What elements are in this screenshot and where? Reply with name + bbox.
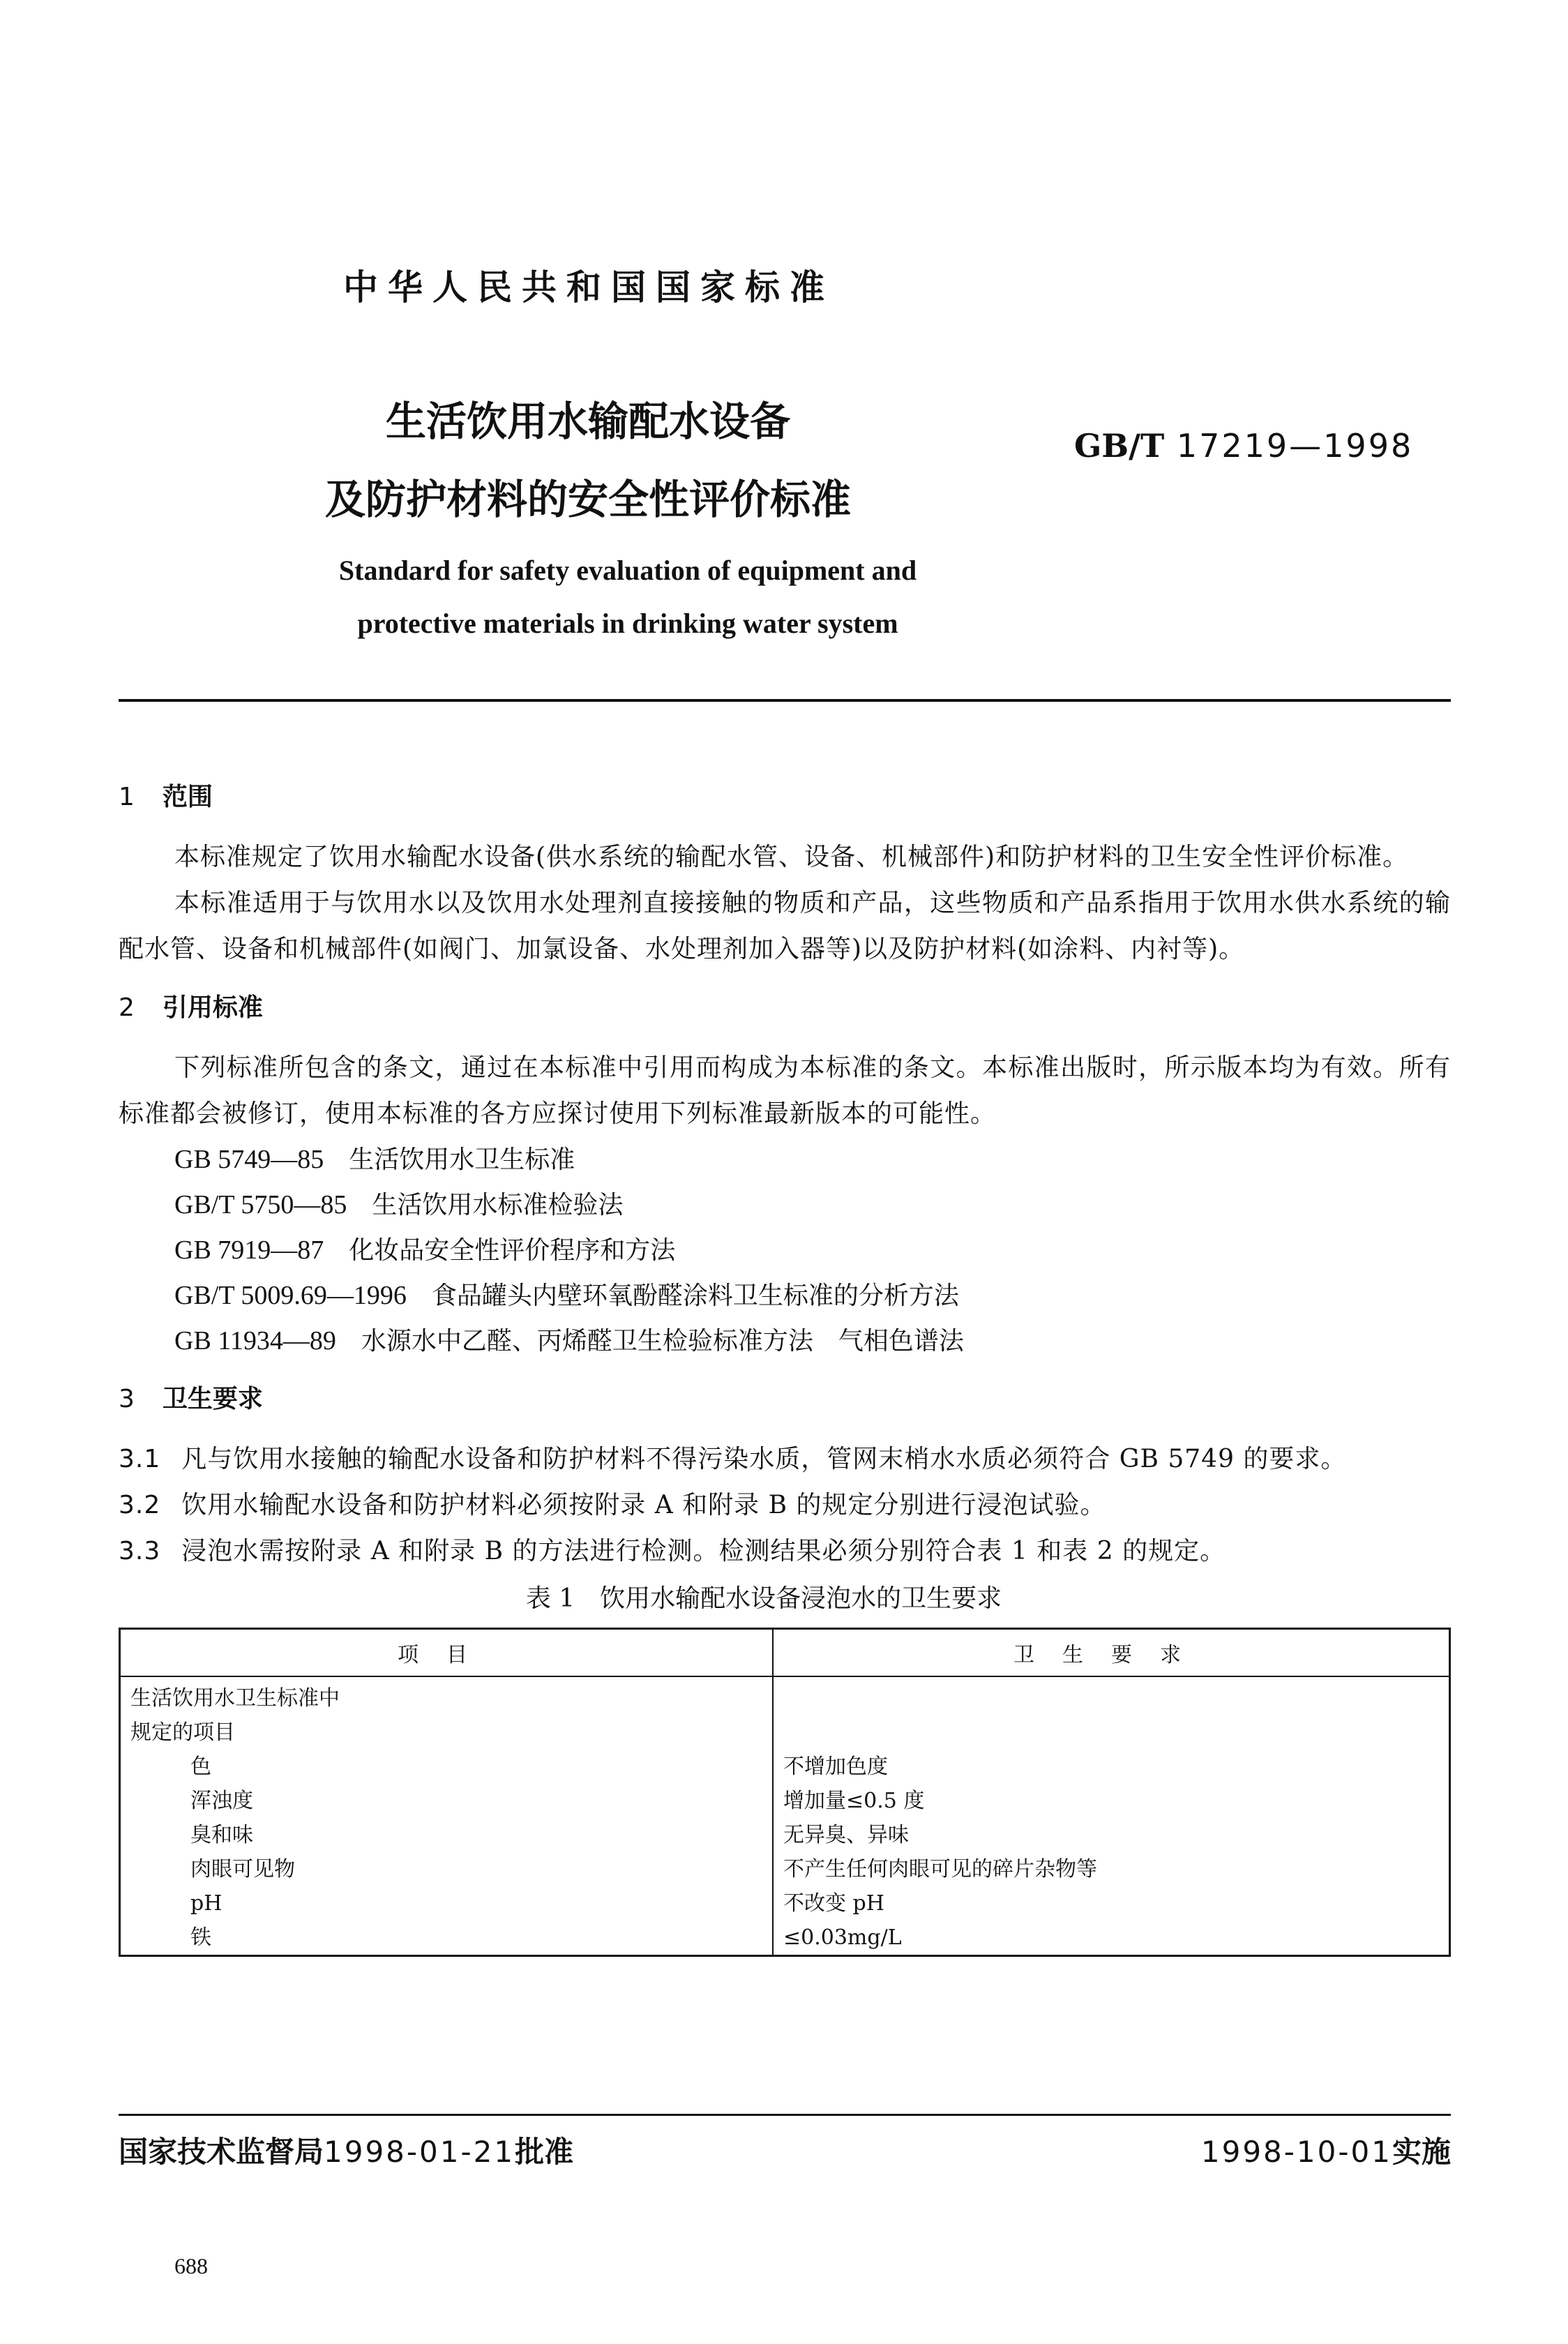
item-cell: 臭和味	[120, 1818, 774, 1852]
document-body	[119, 774, 1451, 1957]
reference-name: 生活饮用水卫生标准	[349, 1145, 575, 1174]
table-1-caption: 表 1 饮用水输配水设备浸泡水的卫生要求	[525, 1584, 1002, 1613]
effective-date: 1998-10-01	[1200, 2135, 1392, 2169]
reference-item	[119, 1273, 1451, 1318]
table-row	[120, 1818, 1450, 1852]
footer-divider	[119, 2114, 1451, 2116]
table-cell	[773, 1676, 1450, 1715]
reference-item	[119, 1228, 1451, 1273]
document-title-en	[209, 544, 1046, 650]
reference-code: GB 11934—89	[174, 1326, 336, 1355]
group-label: 生活饮用水卫生标准中	[120, 1676, 774, 1715]
clause-3-3	[119, 1528, 1451, 1575]
section-2-heading	[119, 985, 1451, 1031]
table-cell	[773, 1715, 1450, 1750]
section-3-title: 卫生要求	[162, 1385, 263, 1413]
clause-number: 3.1	[119, 1445, 161, 1473]
item-cell: 色	[120, 1750, 774, 1784]
column-header-item: 项目	[120, 1629, 774, 1677]
document-title-cn	[325, 382, 851, 539]
reference-code: GB 7919—87	[174, 1235, 324, 1265]
reference-name: 生活饮用水标准检验法	[372, 1191, 624, 1219]
effective-label: 实施	[1392, 2135, 1451, 2169]
item-cell: 肉眼可见物	[120, 1852, 774, 1886]
table-row	[120, 1715, 1450, 1750]
reference-item	[119, 1137, 1451, 1182]
requirement-cell: 无异臭、异味	[783, 1823, 909, 1847]
requirement-cell: 增加量≤0.5 度	[783, 1789, 925, 1813]
clause-text: 浸泡水需按附录 A 和附录 B 的方法进行检测。检测结果必须分别符合表 1 和表 2 的规定。	[181, 1537, 1226, 1565]
title-cn-line2: 及防护材料的安全性评价标准	[325, 476, 852, 523]
approval-label: 批准	[515, 2135, 574, 2169]
requirement-cell: ≤0.03mg/L	[783, 1925, 902, 1950]
item-cell: 铁	[120, 1921, 774, 1956]
reference-name: 化妆品安全性评价程序和方法	[349, 1236, 676, 1265]
header-divider	[119, 699, 1451, 702]
column-header-requirement: 卫生要求	[773, 1629, 1450, 1677]
table-1	[119, 1628, 1451, 1957]
clause-3-2	[119, 1482, 1451, 1528]
clause-number: 3.3	[119, 1537, 161, 1565]
normative-references-list	[119, 1137, 1451, 1364]
effective-line	[1201, 2129, 1451, 2171]
reference-item	[119, 1182, 1451, 1228]
item-cell: pH	[120, 1886, 774, 1921]
clause-number: 3.2	[119, 1491, 161, 1519]
approval-date: 1998-01-21	[324, 2135, 515, 2169]
table-row	[120, 1784, 1450, 1818]
issuer: 国家技术监督局	[119, 2135, 324, 2169]
reference-name: 水源水中乙醛、丙烯醛卫生检验标准方法 气相色谱法	[361, 1327, 964, 1355]
table-row	[120, 1852, 1450, 1886]
standard-number-value: 17219—1998	[1176, 427, 1414, 465]
section-1-heading	[119, 774, 1451, 820]
reference-code: GB/T 5009.69—1996	[174, 1281, 407, 1310]
reference-code: GB/T 5750—85	[174, 1190, 347, 1219]
page-number: 688	[174, 2253, 208, 2278]
section-1-number: 1	[119, 783, 135, 811]
table-row	[120, 1886, 1450, 1921]
title-en-line1: Standard for safety evaluation of equipment and	[338, 555, 917, 586]
reference-item	[119, 1318, 1451, 1364]
requirement-cell: 不增加色度	[783, 1755, 888, 1779]
reference-code: GB 5749—85	[174, 1145, 324, 1174]
table-row	[120, 1921, 1450, 1956]
section-1-paragraph-2: 本标准适用于与饮用水以及饮用水处理剂直接接触的物质和产品，这些物质和产品系指用于饮用水供水系统的输配水管、设备和机械部件(如阀门、加氯设备、水处理剂加入器等)以及防护材料(如涂料、内衬等)。	[119, 889, 1451, 963]
clause-text: 凡与饮用水接触的输配水设备和防护材料不得污染水质，管网末梢水水质必须符合 GB 5749 的要求。	[181, 1445, 1347, 1473]
clause-3-1	[119, 1436, 1451, 1482]
section-3-heading	[119, 1376, 1451, 1422]
section-1-paragraph-1: 本标准规定了饮用水输配水设备(供水系统的输配水管、设备、机械部件)和防护材料的卫生安全性评价标准。	[174, 843, 1409, 871]
section-1-title: 范围	[162, 783, 213, 811]
requirement-cell: 不改变 pH	[783, 1891, 884, 1916]
title-en-line2: protective materials in drinking water system	[357, 608, 898, 639]
approval-line	[119, 2129, 573, 2171]
standard-number	[1074, 427, 1413, 465]
section-3-number: 3	[119, 1385, 135, 1413]
national-standard-heading: 中华人民共和国国家标准	[343, 267, 834, 308]
standard-prefix: GB/T	[1074, 427, 1165, 465]
reference-name: 食品罐头内壁环氧酚醛涂料卫生标准的分析方法	[431, 1282, 959, 1310]
table-header-row	[120, 1629, 1450, 1677]
title-cn-line1: 生活饮用水输配水设备	[386, 398, 791, 445]
group-label: 规定的项目	[120, 1715, 774, 1750]
item-cell: 浑浊度	[120, 1784, 774, 1818]
section-2-title: 引用标准	[162, 993, 263, 1022]
table-row	[120, 1676, 1450, 1715]
section-2-number: 2	[119, 993, 135, 1022]
section-2-paragraph-1: 下列标准所包含的条文，通过在本标准中引用而构成为本标准的条文。本标准出版时，所示版本均为有效。所有标准都会被修订，使用本标准的各方应探讨使用下列标准最新版本的可能性。	[119, 1053, 1451, 1128]
table-row	[120, 1750, 1450, 1784]
requirement-cell: 不产生任何肉眼可见的碎片杂物等	[783, 1857, 1097, 1881]
clause-text: 饮用水输配水设备和防护材料必须按附录 A 和附录 B 的规定分别进行浸泡试验。	[181, 1491, 1106, 1519]
